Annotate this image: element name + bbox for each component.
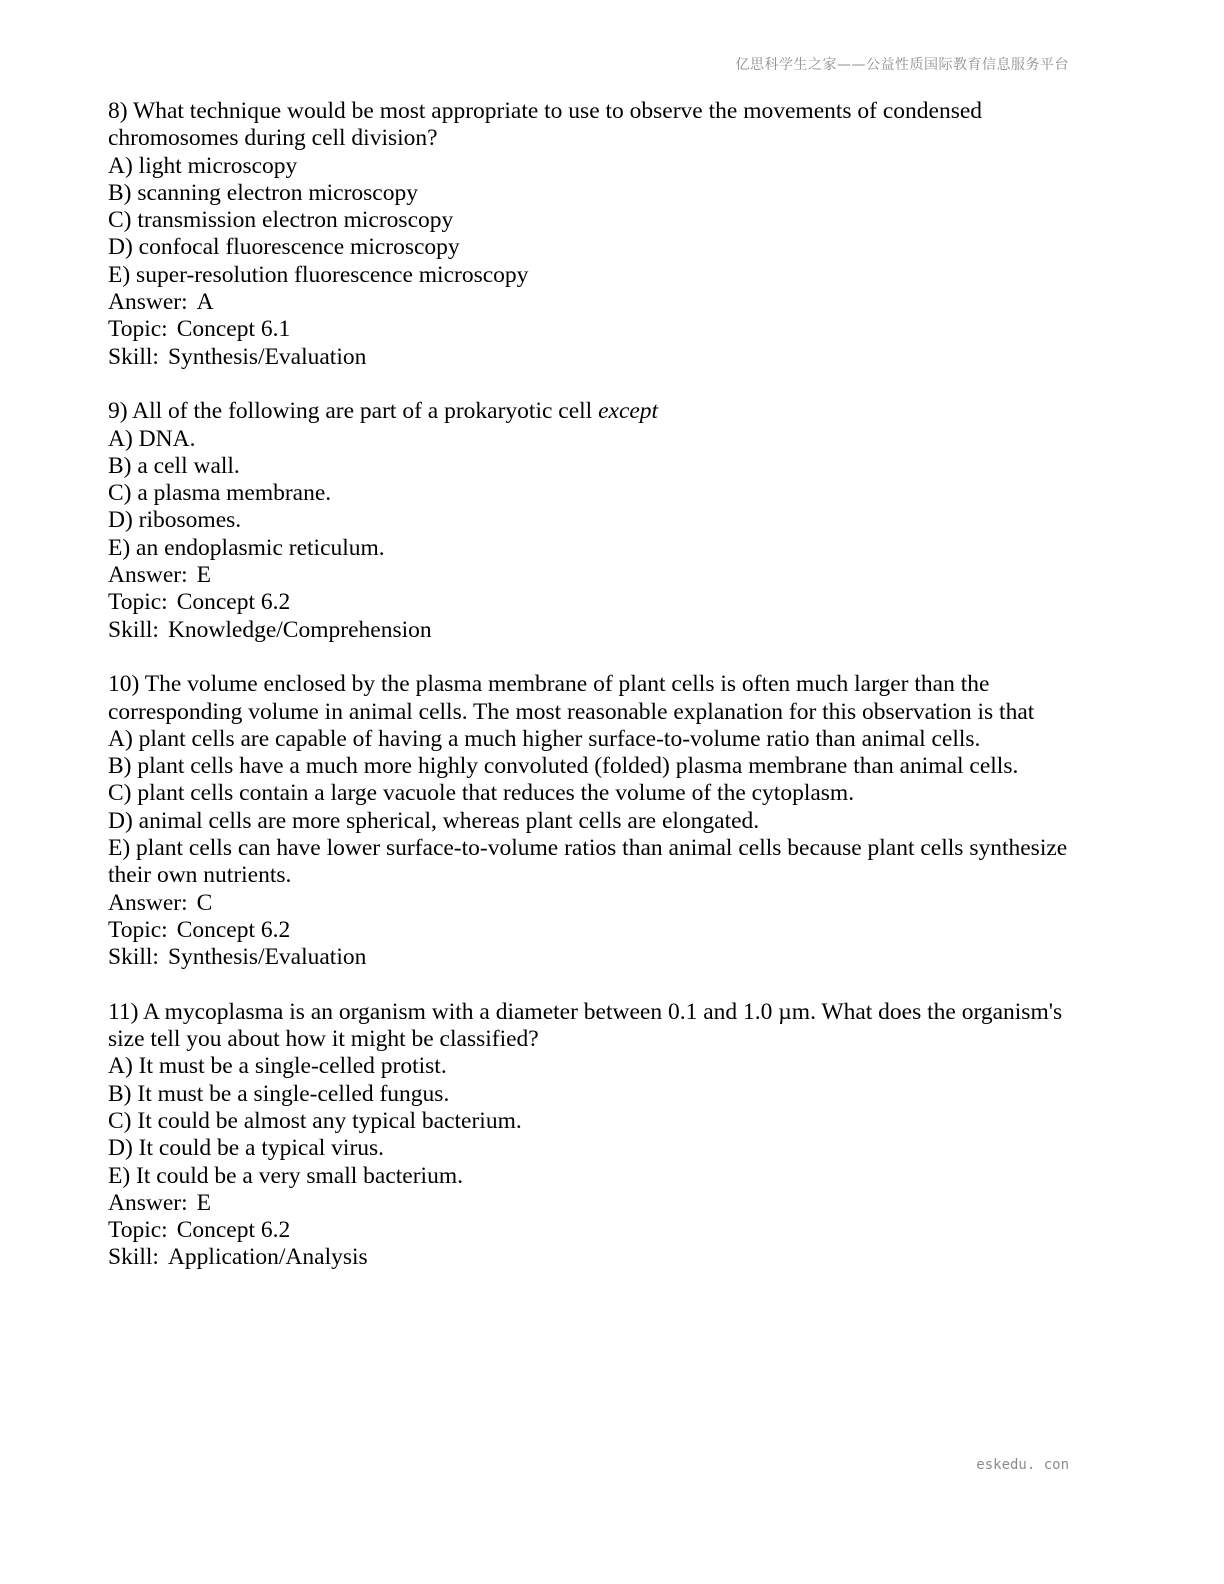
answer-line [108,562,1088,589]
option-e: E) It could be a very small bacterium. [108,1162,463,1189]
skill-line [108,1244,1088,1271]
skill-value: Knowledge/Comprehension [167,616,432,643]
skill-value: Application/Analysis [167,1244,368,1271]
answer-label: Answer: [108,1189,188,1216]
option-d: D) ribosomes. [108,507,242,534]
question-text-emphasis: except [598,398,659,425]
skill-label: Skill: [108,616,159,643]
question-text [108,398,1088,425]
skill-line [108,617,1088,644]
skill-line [108,944,1088,971]
question-list [108,98,1088,1299]
answer-label: Answer: [108,889,188,916]
answer-line [108,289,1088,316]
skill-value: Synthesis/Evaluation [167,343,367,370]
page-header-note: 亿思科学生之家——公益性质国际教育信息服务平台 [735,57,1069,73]
option-c: C) It could be almost any typical bacterium. [108,1107,522,1134]
answer-value: E [196,1189,211,1216]
topic-value: Concept 6.2 [176,1217,291,1244]
answer-line [108,890,1088,917]
answer-value: C [196,889,213,916]
question-item [108,999,1088,1272]
skill-value: Synthesis/Evaluation [167,944,367,971]
option-d: D) It could be a typical virus. [108,1135,385,1162]
topic-value: Concept 6.1 [176,316,291,343]
option-a: A) It must be a single-celled protist. [108,1053,447,1080]
option-b: B) plant cells have a much more highly convoluted (folded) plasma membrane than animal cells. [108,753,1019,780]
answer-line [108,1190,1088,1217]
topic-label: Topic: [108,589,168,616]
option-d: D) animal cells are more spherical, whereas plant cells are elongated. [108,807,760,834]
topic-line [108,316,1088,343]
option-e: E) an endoplasmic reticulum. [108,534,385,561]
option-c: C) transmission electron microscopy [108,207,454,234]
option-b: B) It must be a single-celled fungus. [108,1080,450,1107]
question-text: 11) A mycoplasma is an organism with a diameter between 0.1 and 1.0 µm. What does the organism's size tell you about how it might be classified? [108,998,1063,1053]
question-text: 8) What technique would be most appropriate to use to observe the movements of condensed chromosomes during cell division? [108,98,983,152]
option-a: A) light microscopy [108,152,298,179]
skill-label: Skill: [108,944,159,971]
topic-line [108,917,1088,944]
question-item [108,398,1088,644]
question-text: 10) The volume enclosed by the plasma membrane of plant cells is often much larger than the corresponding volume in animal cells. The most reasonable explanation for this observation is that [108,671,1035,725]
topic-label: Topic: [108,916,168,943]
option-b: B) scanning electron microscopy [108,179,418,206]
answer-value: A [196,289,214,316]
option-e: E) plant cells can have lower surface-to-volume ratios than animal cells because plant cells synthesize their own nutrients. [108,835,1068,889]
skill-line [108,344,1088,371]
option-d: D) confocal fluorescence microscopy [108,234,460,261]
skill-label: Skill: [108,343,159,370]
topic-line [108,589,1088,616]
option-a: A) DNA. [108,425,196,452]
topic-label: Topic: [108,316,168,343]
question-item [108,98,1088,371]
question-item [108,671,1088,971]
page-footer-note: eskedu. con [976,1457,1069,1473]
question-text-main: 9) All of the following are part of a prokaryotic cell [108,398,599,425]
option-c: C) a plasma membrane. [108,480,332,507]
skill-label: Skill: [108,1244,159,1271]
option-a: A) plant cells are capable of having a much higher surface-to-volume ratio than animal cells. [108,725,981,752]
topic-value: Concept 6.2 [176,916,291,943]
answer-label: Answer: [108,289,188,316]
option-e: E) super-resolution fluorescence microscopy [108,261,529,288]
answer-label: Answer: [108,562,188,589]
answer-value: E [196,562,211,589]
option-b: B) a cell wall. [108,452,240,479]
topic-label: Topic: [108,1217,168,1244]
topic-line [108,1217,1088,1244]
topic-value: Concept 6.2 [176,589,291,616]
option-c: C) plant cells contain a large vacuole that reduces the volume of the cytoplasm. [108,780,855,807]
